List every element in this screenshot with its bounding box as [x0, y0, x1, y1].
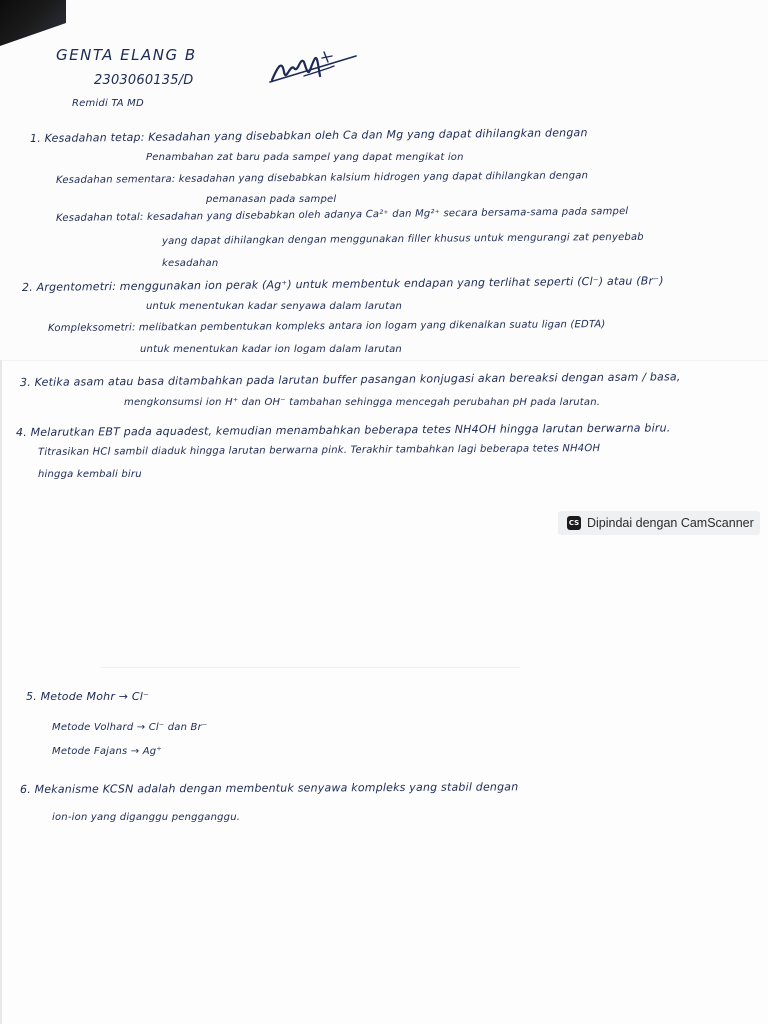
answer-1-line-5: Kesadahan total: kesadahan yang disebabkan oleh adanya Ca²⁺ dan Mg²⁺ secara bersama-sama pada sampel: [55, 206, 629, 224]
student-name: GENTA ELANG B: [56, 46, 197, 64]
answer-2-line-4: untuk menentukan kadar ion logam dalam larutan: [140, 344, 402, 355]
answer-1-line-4: pemanasan pada sampel: [206, 194, 337, 205]
answer-3-line-1: 3. Ketika asam atau basa ditambahkan pada larutan buffer pasangan konjugasi akan bereaksi dengan asam / basa,: [19, 370, 681, 389]
answer-1-line-1: 1. Kesadahan tetap: Kesadahan yang disebabkan oleh Ca dan Mg yang dapat dihilangkan dengan: [29, 126, 588, 145]
answer-4-line-2: Titrasikan HCl sambil diaduk hingga larutan berwarna pink. Terakhir tambahkan lagi beberapa tetes NH4OH: [37, 443, 601, 458]
camscanner-text: Dipindai dengan CamScanner: [587, 516, 754, 530]
camscanner-logo-icon: CS: [567, 516, 581, 530]
answer-2-line-1: 2. Argentometri: menggunakan ion perak (Ag⁺) untuk membentuk endapan yang terlihat seperti (Cl⁻) atau (Br⁻): [21, 274, 664, 294]
answer-1-line-2: Penambahan zat baru pada sampel yang dapat mengikat ion: [146, 152, 464, 163]
answer-3-line-2: mengkonsumsi ion H⁺ dan OH⁻ tambahan sehingga mencegah perubahan pH pada larutan.: [124, 397, 601, 408]
camscanner-watermark: [558, 511, 760, 535]
signature: [264, 46, 360, 92]
answer-1-line-3: Kesadahan sementara: kesadahan yang disebabkan kalsium hidrogen yang dapat dihilangkan dengan: [55, 170, 589, 186]
answer-1-line-6: yang dapat dihilangkan dengan menggunakan filler khusus untuk mengurangi zat penyebab: [161, 231, 644, 247]
answer-6-line-1: 6. Mekanisme KCSN adalah dengan membentuk senyawa kompleks yang stabil dengan: [19, 780, 519, 796]
answer-4-line-3: hingga kembali biru: [38, 469, 142, 480]
answer-5-line-3: Metode Fajans → Ag⁺: [52, 746, 162, 757]
answer-4-line-1: 4. Melarutkan EBT pada aquadest, kemudian menambahkan beberapa tetes NH4OH hingga larutan berwarna biru.: [15, 421, 671, 439]
subject-title: Remidi TA MD: [72, 98, 144, 109]
answer-5-line-2: Metode Volhard → Cl⁻ dan Br⁻: [52, 722, 208, 733]
answer-6-line-2: ion-ion yang diganggu pengganggu.: [52, 812, 241, 823]
page-fold-line: [100, 667, 520, 668]
answer-5-line-1: 5. Metode Mohr → Cl⁻: [26, 690, 150, 703]
answer-1-line-7: kesadahan: [162, 258, 219, 269]
answer-2-line-3: Kompleksometri: melibatkan pembentukan kompleks antara ion logam yang dikenalkan suatu ligan (EDTA): [47, 319, 606, 334]
student-id: 2303060135/D: [94, 73, 194, 88]
page-edge-shadow: [0, 360, 2, 1024]
answer-2-line-2: untuk menentukan kadar senyawa dalam larutan: [146, 301, 403, 312]
